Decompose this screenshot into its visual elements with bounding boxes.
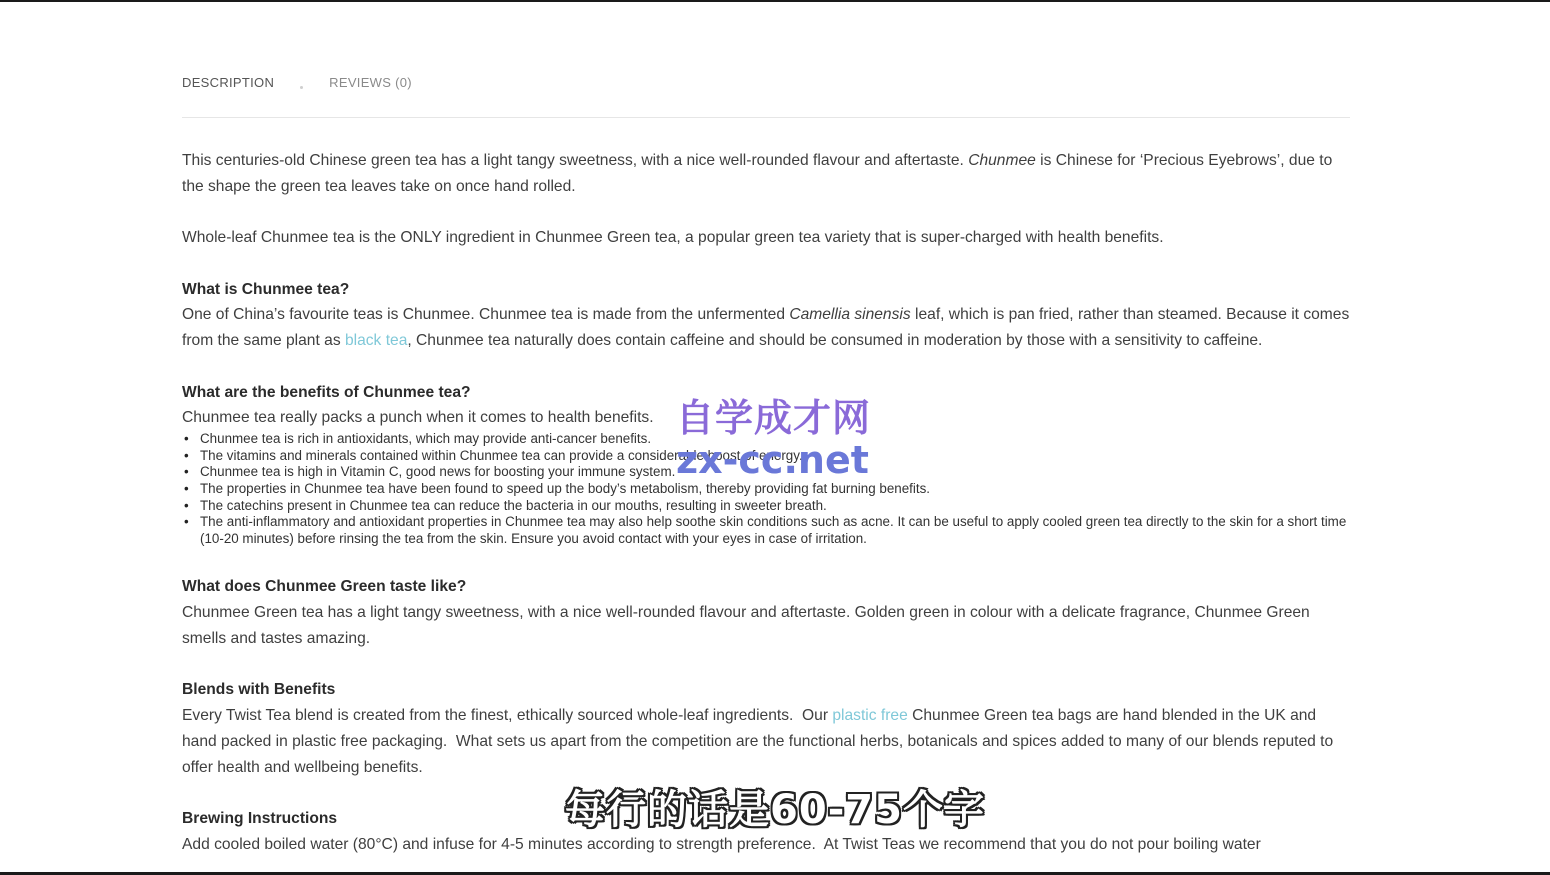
brewing-paragraph: Add cooled boiled water (80°C) and infuse for 4-5 minutes according to strength preference. At Twist Teas we recommend that you do not pour boiling water: [182, 835, 1261, 853]
intro-text-emphasis: Chunmee: [968, 152, 1036, 169]
tab-divider-line: [182, 117, 1350, 118]
heading-taste: What does Chunmee Green taste like?: [182, 578, 467, 596]
black-tea-link[interactable]: black tea: [344, 332, 408, 350]
what-is-paragraph: [182, 302, 1352, 354]
blends-paragraph: [182, 703, 1352, 780]
benefits-intro: Chunmee tea really packs a punch when it comes to health benefits.: [182, 409, 654, 427]
taste-paragraph: Chunmee Green tea has a light tangy sweetness, with a nice well-rounded flavour and aftertaste. Golden green in colour with a delicate fragrance, Chunmee Green smells and tastes amazing.: [182, 604, 1310, 647]
product-tabs: [182, 72, 412, 92]
list-item: • Chunmee tea is high in Vitamin C, good news for boosting your immune system.: [182, 464, 1352, 481]
tab-reviews[interactable]: REVIEWS (0): [329, 74, 412, 90]
intro-text-b: is Chinese for ‘Precious Eyebrows’, due to the shape the green tea leaves take on once hand rolled.: [182, 152, 1333, 195]
heading-what-is: What is Chunmee tea?: [182, 280, 350, 298]
plastic-free-link[interactable]: plastic free: [832, 707, 908, 725]
list-item: • The properties in Chunmee tea have been found to speed up the body’s metabolism, thereby providing fat burning benefits.: [182, 481, 1352, 498]
heading-blends: Blends with Benefits: [182, 681, 336, 699]
video-subtitle: 每行的话是60-75个字: [565, 787, 985, 833]
list-item: • The vitamins and minerals contained within Chunmee tea can provide a considerable boost of energy.: [182, 448, 1352, 465]
heading-benefits: What are the benefits of Chunmee tea?: [182, 383, 471, 401]
intro-paragraph-2: Whole-leaf Chunmee tea is the ONLY ingredient in Chunmee Green tea, a popular green tea variety that is super-charged with health benefits.: [182, 229, 1164, 247]
intro-paragraph-1: [182, 148, 1352, 200]
what-is-text-c: , Chunmee tea naturally does contain caffeine and should be consumed in moderation by those with a sensitivity to caffeine.: [407, 332, 1263, 350]
watermark-url: zx-cc.net: [676, 438, 869, 482]
list-item: • Chunmee tea is rich in antioxidants, which may provide anti-cancer benefits.: [182, 431, 1352, 448]
what-is-text-emphasis: Camellia sinensis: [789, 306, 911, 324]
description-body: [182, 148, 1352, 858]
blends-text-a: Every Twist Tea blend is created from the finest, ethically sourced whole-leaf ingredients. Our: [182, 707, 833, 725]
list-item: • The catechins present in Chunmee tea can reduce the bacteria in our mouths, resulting in sweeter breath.: [182, 498, 1352, 515]
tab-description[interactable]: DESCRIPTION: [182, 74, 275, 90]
tab-separator-dot: [300, 86, 303, 89]
benefits-list: [182, 431, 1352, 547]
blends-text-b: Chunmee Green tea bags are hand blended in the UK and hand packed in plastic free packaging. What sets us apart from the competition are the functional herbs, botanicals and spices added to many of our blends reputed to offer health and wellbeing benefits.: [182, 707, 1334, 776]
intro-text-a: This centuries-old Chinese green tea has a light tangy sweetness, with a nice well-rounded flavour and aftertaste.: [182, 152, 969, 169]
what-is-text-b: leaf, which is pan fried, rather than steamed. Because it comes from the same plant as: [182, 306, 1350, 350]
heading-brewing: Brewing Instructions: [182, 810, 338, 828]
what-is-text-a: One of China’s favourite teas is Chunmee. Chunmee tea is made from the unfermented: [182, 306, 790, 324]
video-frame-top-border: [0, 0, 1550, 2]
watermark-title: 自学成才网: [676, 396, 872, 440]
list-item: • The anti-inflammatory and antioxidant properties in Chunmee tea may also help soothe skin conditions such as acne. It can be useful to apply cooled green tea directly to the skin for a short time (10-20 minutes) before rinsing the tea from the skin. Ensure you avoid contact with your eyes in case of irritation.: [182, 514, 1352, 547]
